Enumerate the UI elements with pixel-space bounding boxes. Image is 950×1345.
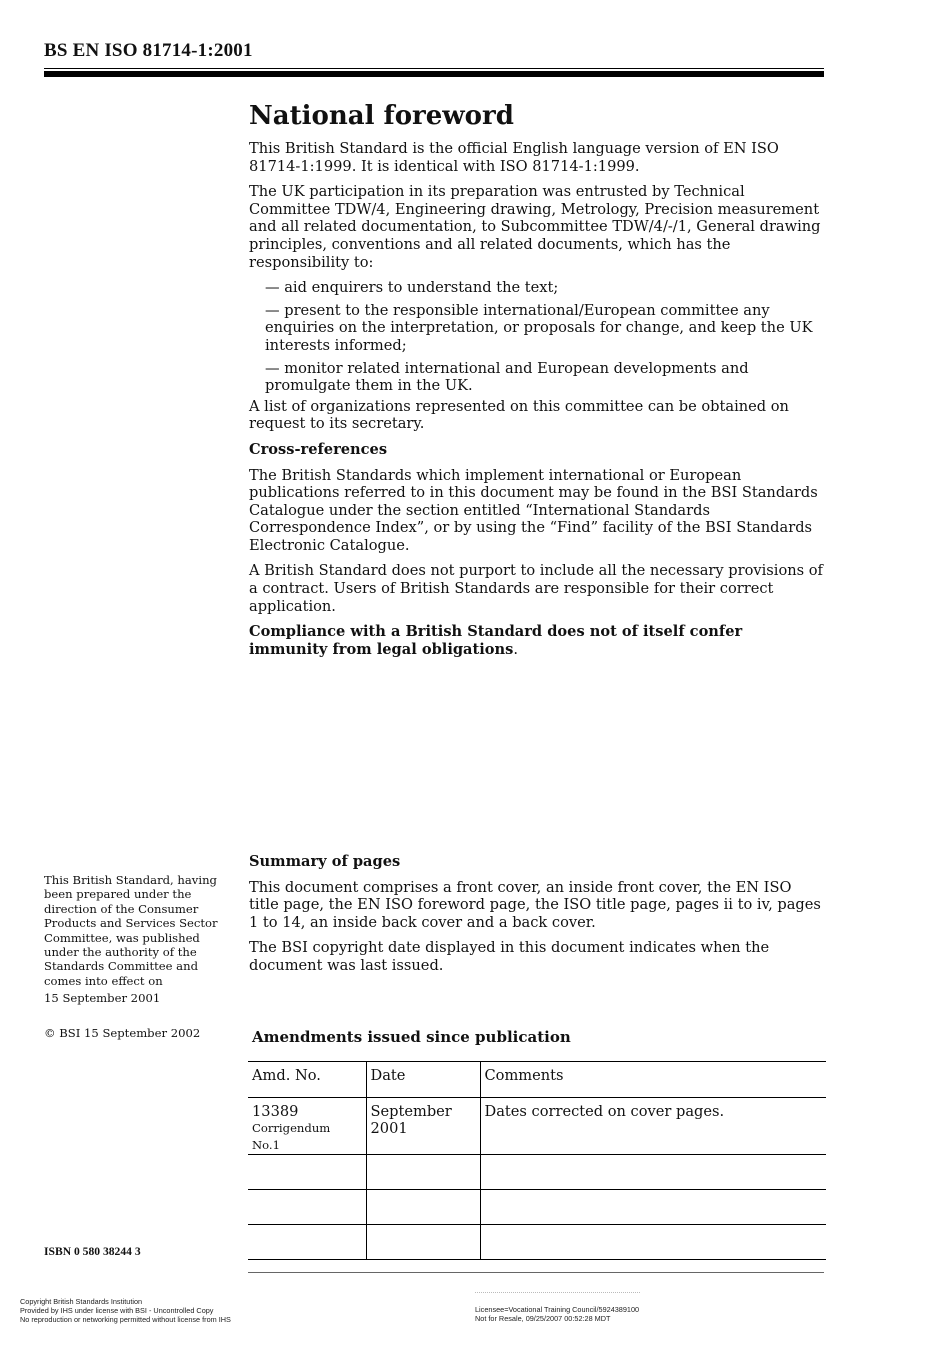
summary-paragraph: The BSI copyright date displayed in this document indicates when the document was last issued.: [249, 939, 770, 974]
footer-line: No reproduction or networking permitted without license from IHS: [20, 1315, 231, 1324]
amendments-title: Amendments issued since publication: [252, 1028, 571, 1046]
amendment-date-line: 2001: [370, 1120, 408, 1137]
footer-line: Not for Resale, 09/25/2007 00:52:28 MDT: [475, 1314, 611, 1323]
empty-cell: [248, 1225, 366, 1260]
empty-cell: [480, 1225, 826, 1260]
table-row: [248, 1190, 826, 1225]
column-header: Amd. No.: [252, 1067, 321, 1084]
amendment-number-cell: [248, 1098, 366, 1155]
compliance-text: Compliance with a British Standard does not of itself confer immunity from legal obligations: [249, 623, 743, 658]
amendment-number: 13389: [252, 1103, 299, 1120]
isbn: ISBN 0 580 38244 3: [44, 1245, 141, 1258]
copyright-notice: © BSI 15 September 2002: [44, 1026, 201, 1040]
effective-date: 15 September 2001: [44, 991, 161, 1006]
publication-note: [44, 873, 229, 1006]
footer-license-right: [475, 1305, 639, 1323]
amendments-table: [248, 1061, 826, 1260]
empty-cell: [480, 1155, 826, 1190]
empty-cell: [480, 1190, 826, 1225]
empty-cell: [366, 1225, 480, 1260]
footer-line: Copyright British Standards Institution: [20, 1297, 143, 1306]
faint-divider: [475, 1292, 640, 1294]
header-rule-thick: [44, 71, 824, 77]
cross-references-heading: Cross-references: [249, 440, 388, 458]
table-header-row: [248, 1062, 826, 1098]
corrigendum-label: Corrigendum No.1: [252, 1121, 331, 1152]
footer-license-left: [20, 1297, 231, 1324]
amendment-comments: Dates corrected on cover pages.: [480, 1098, 826, 1155]
foreword-paragraph: The British Standards which implement international or European publications referred to in this document may be found in the BSI Standards Catalogue under the section entitled “International Standards Correspondence Index”, or by using the “Find” facility of the BSI Standards Electronic Catalogue.: [249, 466, 818, 554]
column-header: Comments: [480, 1062, 826, 1098]
responsibility-item: — aid enquirers to understand the text;: [265, 279, 559, 297]
foreword-paragraph: The UK participation in its preparation was entrusted by Technical Committee TDW/4, Engineering drawing, Metrology, Precision measurement and all related documentation, to Subcommittee TDW/4/-/1, General drawing principles, conventions and all related documents, which has the responsibility to:: [249, 183, 821, 271]
empty-cell: [366, 1155, 480, 1190]
table-row: [248, 1225, 826, 1260]
responsibility-item: — present to the responsible international/European committee any enquiries on the interpretation, or proposals for change, and keep the UK interests informed;: [265, 301, 813, 354]
compliance-period: .: [513, 640, 519, 658]
footer-line: Provided by IHS under license with BSI - Uncontrolled Copy: [20, 1306, 214, 1315]
table-row: [248, 1155, 826, 1190]
table-row: [248, 1098, 826, 1155]
foreword-paragraph: This British Standard is the official English language version of EN ISO 81714-1:1999. It is identical with ISO 81714-1:1999.: [249, 140, 779, 175]
compliance-statement: [249, 623, 824, 658]
responsibility-item: — monitor related international and European developments and promulgate them in the UK.: [265, 359, 749, 395]
summary-heading: Summary of pages: [249, 853, 401, 870]
foreword-body: [249, 140, 824, 666]
amendment-date-cell: [366, 1098, 480, 1155]
page-title: National foreword: [249, 101, 514, 131]
document-id: BS EN ISO 81714-1:2001: [44, 40, 253, 61]
footer-rule: [248, 1272, 824, 1273]
column-header: Date: [366, 1062, 480, 1098]
empty-cell: [248, 1155, 366, 1190]
footer-line: Licensee=Vocational Training Council/5924389100: [475, 1305, 640, 1314]
summary-of-pages: [249, 853, 824, 983]
foreword-paragraph: A list of organizations represented on this committee can be obtained on request to its secretary.: [249, 397, 789, 433]
empty-cell: [248, 1190, 366, 1225]
foreword-paragraph: A British Standard does not purport to include all the necessary provisions of a contract. Users of British Standards are responsible for their correct application.: [249, 562, 823, 615]
header-rule-thin: [44, 68, 824, 69]
summary-paragraph: This document comprises a front cover, an inside front cover, the EN ISO title page, the EN ISO foreword page, the ISO title page, pages ii to iv, pages 1 to 14, an inside back cover and a back cover.: [249, 878, 821, 931]
publication-note-text: This British Standard, having been prepared under the direction of the Consumer Products and Services Sector Committee, was published under the authority of the Standards Committee and comes into effect on: [44, 873, 218, 988]
empty-cell: [366, 1190, 480, 1225]
amendment-date-line: September: [370, 1103, 452, 1120]
